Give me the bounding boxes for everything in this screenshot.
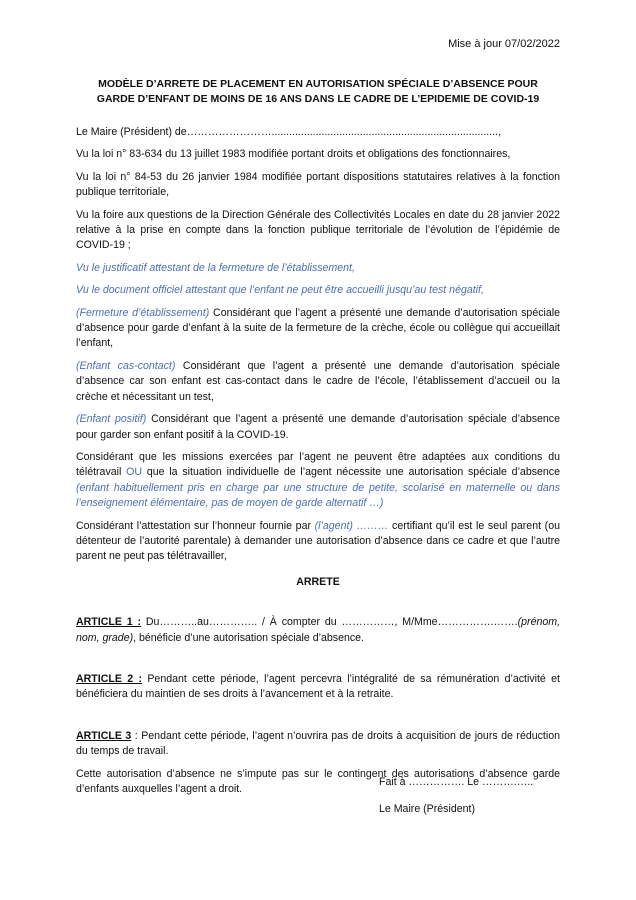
visa-faq-dgcl: Vu la foire aux questions de la Direction Générale des Collectivités Locales en date du 28 janvier 2022 relative à la prise en compte dans la fonction publique territoriale de l’évolution de l’épidémie de COVID-19 ;	[76, 208, 560, 252]
document-body	[76, 125, 560, 804]
tag-enfant-positif: (Enfant positif)	[76, 413, 147, 426]
article-3	[76, 729, 560, 760]
article-3-label: ARTICLE 3	[76, 729, 132, 742]
considerant-fermeture-text: Considérant que l’agent a présenté une demande d’autorisation spéciale d’absence pour garde d’enfant à la suite de la fermeture de la crèche, école ou collègue qui accueillait l’enfant,	[76, 306, 561, 350]
title-line-2: GARDE D’ENFANT DE MOINS DE 16 ANS DANS LE CADRE DE L’EPIDEMIE DE COVID-19	[96, 93, 540, 105]
considerant-cas-contact-text: Considérant que l’agent a présenté une demande d’autorisation spéciale d’absence car son enfant est cas-contact dans le cadre de l’école, l’établissement d’accueil ou la crèche et nécessitant un test,	[76, 359, 561, 403]
article-2-text: Pendant cette période, l’agent percevra l’intégralité de sa rémunération d’activité et bénéficiera du maintien de ses droits à l’avancement et à la retraite.	[76, 672, 560, 701]
closing-paragraph: Cette autorisation d’absence ne s’impute pas sur le contingent des autorisations d’absence garde d’enfants auxquelles l’agent a droit.	[76, 767, 560, 795]
article-1-end: , bénéficie d’une autorisation spéciale d’absence.	[133, 631, 364, 644]
ou-marker: OU	[126, 466, 143, 479]
considerant-cas-contact	[76, 359, 560, 405]
article-1-text: Du………..au………….. / À compter du ……………, M/Mme…………….…….	[141, 616, 518, 629]
article-1-label: ARTICLE 1 :	[76, 616, 142, 629]
considerant-attestation	[76, 519, 560, 565]
title-line-1: MODÈLE D’ARRETE DE PLACEMENT EN AUTORISATION SPÉCIALE D’ABSENCE POUR	[98, 78, 538, 90]
signature-block	[379, 775, 533, 830]
arrete-heading: ARRETE	[296, 575, 340, 588]
article-3-text: : Pendant cette période, l’agent n’ouvrira pas de droits à acquisition de jours de réduction du temps de travail.	[76, 729, 560, 758]
article-1	[76, 615, 560, 646]
update-date: Mise à jour 07/02/2022	[448, 38, 560, 50]
article-2	[76, 672, 560, 703]
considerant-teletravail	[76, 450, 560, 512]
considerant-enfant-positif-text: Considérant que l’agent a présenté une demande d’autorisation spéciale d’absence pour garder son enfant positif à la COVID-19.	[76, 413, 560, 441]
tag-agent: (l’agent) ………	[314, 519, 389, 532]
considerant-attestation-b: certifiant qu’il est le seul parent (ou détenteur de l’autorité parentale) à demander une autorisation d’absence dans ce cadre et que l’autre parent ne peut pas télétravailler,	[76, 519, 560, 563]
tag-fermeture: (Fermeture d’établissement)	[76, 306, 210, 319]
considerant-teletravail-a: Considérant que les missions exercées par l’agent ne peuvent être adaptées aux conditions du télétravail	[76, 450, 560, 479]
visa-justificatif: Vu le justificatif attestant de la fermeture de l’établissement,	[76, 261, 355, 274]
considerant-teletravail-b: que la situation individuelle de l’agent nécessite une autorisation spéciale d’absence	[142, 466, 560, 479]
considerant-attestation-a: Considérant l’attestation sur l’honneur fournie par	[76, 519, 315, 532]
considerant-teletravail-note: (enfant habituellement pris en charge par une structure de petite, scolarisé en maternelle ou dans l’enseignement élémentaire, pas de moyen de garde alternatif …)	[76, 481, 560, 510]
article-2-label: ARTICLE 2 :	[76, 672, 143, 685]
visa-loi-84-53: Vu la loi n° 84-53 du 26 janvier 1984 modifiée portant dispositions statutaires relatives à la fonction publique territoriale,	[76, 170, 560, 199]
signatory: Le Maire (Président)	[379, 803, 475, 816]
visa-document-officiel: Vu le document officiel attestant que l’enfant ne peut être accueilli jusqu’au test négatif,	[76, 284, 484, 297]
considerant-fermeture	[76, 306, 560, 352]
fait-a-line: Fait à ……………. Le ……….…..	[379, 776, 534, 788]
article-1-italic: (prénom, nom, grade)	[76, 616, 561, 644]
visa-loi-83-634: Vu la loi n° 83-634 du 13 juillet 1983 modifiée portant droits et obligations des fonctionnaires,	[76, 148, 511, 161]
considerant-enfant-positif	[76, 412, 560, 443]
visa-maire: Le Maire (Président) de…………………….............................................................................,	[76, 126, 502, 138]
document-title	[76, 77, 560, 107]
tag-cas-contact: (Enfant cas-contact)	[76, 359, 176, 372]
